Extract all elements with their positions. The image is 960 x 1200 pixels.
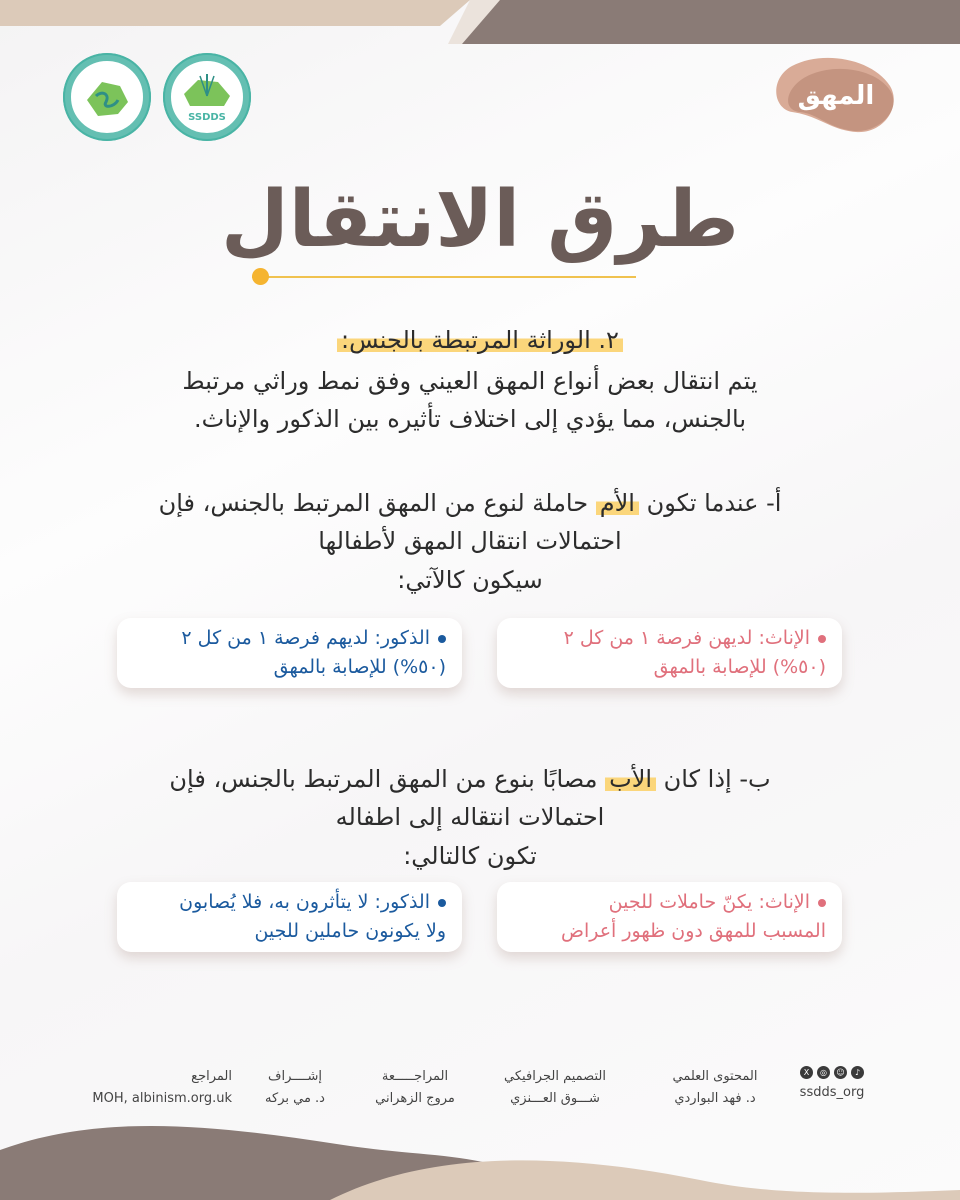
credit-design-name: شـــوق العـــنزي — [510, 1091, 600, 1107]
case-b-male-text-1: الذكور: لا يتأثرون به، فلا يُصابون — [179, 891, 430, 913]
case-a-male-line-2: (٥٠%) للإصابة بالمهق — [273, 655, 446, 678]
case-a-female-line-1 — [513, 624, 826, 653]
ssdds-seal-logo — [162, 52, 252, 142]
case-b-line-1 — [100, 760, 840, 798]
title-divider-dot — [252, 268, 269, 285]
bullet-dot — [818, 635, 826, 643]
case-a-male-text-1: الذكور: لديهم فرصة ١ من كل ٢ — [181, 627, 430, 649]
x-icon[interactable]: X — [800, 1066, 813, 1079]
snapchat-icon[interactable]: ☺ — [834, 1066, 847, 1079]
credit-design-label: التصميم الجرافيكي — [504, 1069, 606, 1084]
credit-references — [82, 1066, 232, 1110]
case-b-female-text-1: الإناث: يكنّ حاملات للجين — [608, 891, 810, 913]
case-b-line-3: تكون كالتالي: — [403, 841, 537, 870]
bullet-dot — [818, 899, 826, 907]
case-a-female-card — [497, 618, 842, 688]
albinism-brand-mark — [752, 52, 902, 142]
top-left-sand-band — [0, 0, 470, 26]
section-heading-text: ٢. الوراثة المرتبطة بالجنس: — [337, 326, 623, 354]
title-divider-line — [252, 276, 636, 278]
credit-review-name: مروج الزهراني — [375, 1091, 455, 1107]
section-heading — [0, 326, 960, 354]
dermatology-society-seal-logo — [62, 52, 152, 142]
credit-review — [360, 1066, 470, 1110]
case-a-suffix: حاملة لنوع من المهق المرتبط بالجنس، فإن — [158, 489, 596, 517]
brand-label: المهق — [797, 81, 875, 111]
case-b-prefix: ب- إذا كان — [656, 765, 771, 793]
case-b-male-card — [117, 882, 462, 952]
case-a-line-1 — [100, 484, 840, 522]
case-a-line-3: سيكون كالآتي: — [397, 565, 543, 594]
case-a-line-2: احتمالات انتقال المهق لأطفالها — [318, 527, 622, 556]
credit-scientific-label: المحتوى العلمي — [672, 1069, 758, 1084]
father-highlight: الأب — [605, 765, 656, 793]
credit-review-label: المراجـــــعة — [381, 1069, 449, 1084]
society-logos — [62, 52, 252, 142]
case-b-suffix: مصابًا بنوع من المهق المرتبط بالجنس، فإن — [169, 765, 606, 793]
ssdds-logo-text: SSDDS — [188, 112, 226, 123]
case-b-female-line-2: المسبب للمهق دون ظهور أعراض — [560, 919, 826, 942]
case-b-text — [100, 760, 840, 875]
credit-references-value: MOH, albinism.org.uk — [92, 1091, 232, 1107]
case-a-prefix: أ- عندما تكون — [638, 489, 782, 517]
social-handle[interactable]: ssdds_org — [799, 1085, 865, 1100]
credit-scientific-name: د. فهد البواردي — [674, 1091, 756, 1107]
page-title: طرق الانتقال — [221, 175, 739, 265]
case-a-text — [100, 484, 840, 599]
credit-scientific — [650, 1066, 780, 1110]
paragraph-line-2: بالجنس، مما يؤدي إلى اختلاف تأثيره بين الذكور والإناث. — [193, 405, 746, 434]
case-b-female-line-1 — [513, 888, 826, 917]
social-icons — [796, 1066, 868, 1079]
mother-highlight: الأم — [596, 489, 639, 517]
tiktok-icon[interactable]: ♪ — [851, 1066, 864, 1079]
credit-design — [490, 1066, 620, 1110]
credit-supervision-name: د. مي بركه — [265, 1091, 325, 1107]
case-b-male-line-1 — [133, 888, 446, 917]
credit-supervision — [250, 1066, 340, 1110]
paragraph-line-1: يتم انتقال بعض أنواع المهق العيني وفق نمط وراثي مرتبط — [182, 367, 758, 395]
bullet-dot — [438, 899, 446, 907]
case-b-female-card — [497, 882, 842, 952]
social-block — [796, 1066, 868, 1100]
bullet-dot — [438, 635, 446, 643]
credit-supervision-label: إشــــراف — [268, 1069, 322, 1084]
case-a-female-line-2: (٥٠%) للإصابة بالمهق — [653, 655, 826, 678]
case-a-male-line-1 — [133, 624, 446, 653]
case-b-line-2: احتمالات انتقاله إلى اطفاله — [335, 803, 605, 832]
case-b-male-line-2: ولا يكونون حاملين للجين — [254, 919, 446, 942]
section-paragraph — [100, 362, 840, 439]
case-a-male-card — [117, 618, 462, 688]
top-right-taupe-band — [452, 0, 960, 44]
credit-references-label: المراجع — [191, 1069, 232, 1084]
instagram-icon[interactable]: ◎ — [817, 1066, 830, 1079]
case-a-female-text-1: الإناث: لديهن فرصة ١ من كل ٢ — [563, 627, 810, 649]
